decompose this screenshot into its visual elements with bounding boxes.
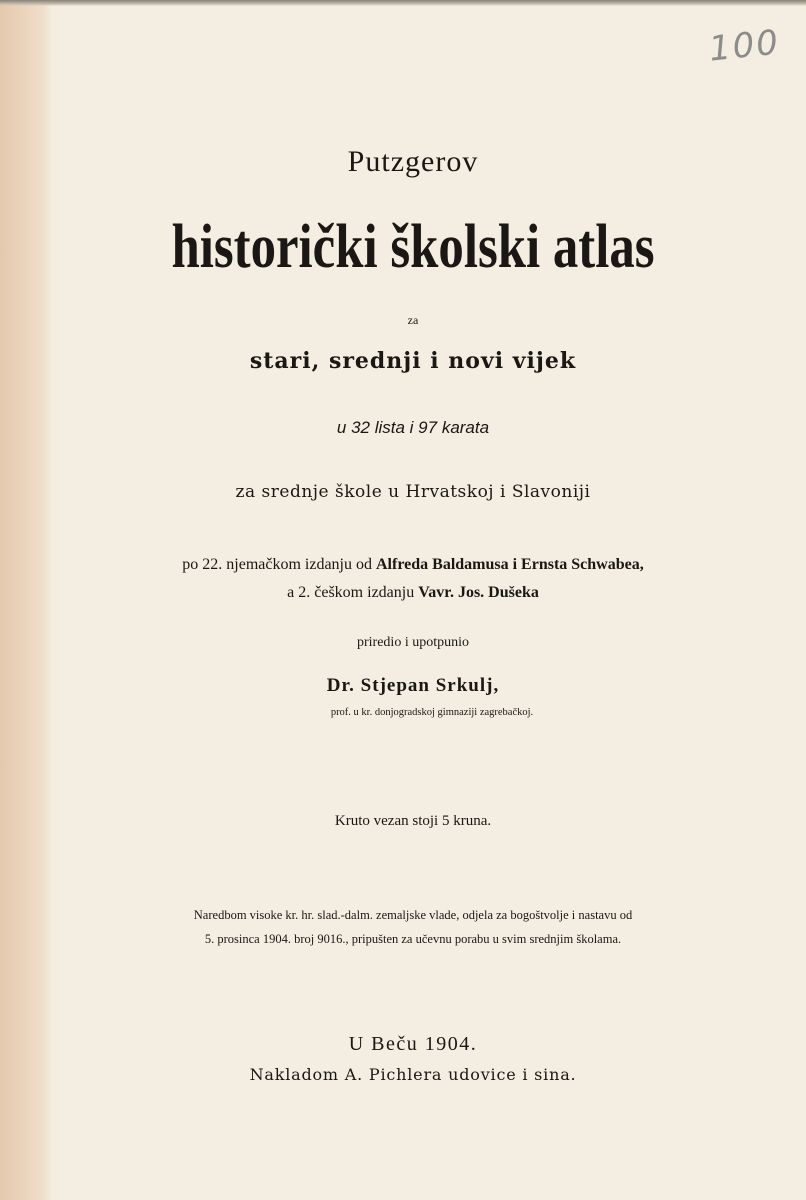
place-year: U Beču 1904. — [348, 1033, 478, 1055]
price: Kruto vezan stoji 5 kruna. — [334, 813, 492, 829]
decree-line-1: Naredbom visoke kr. hr. slad.-dalm. zemaljske vlade, odjela za bogoštvolje i nastavu od — [193, 908, 633, 922]
subtitle-ages: stari, srednji i novi vijek — [249, 348, 577, 374]
edition-authors: Alfreda Baldamusa i Ernsta Schwabea, — [376, 556, 644, 573]
edition-text-1: po 22. njemačkom izdanju od — [182, 556, 376, 573]
editor-name: Dr. Stjepan Srkulj, — [326, 675, 500, 696]
decree-line-2: 5. prosinca 1904. broj 9016., pripušten za učevnu porabu u svim srednjim školama. — [204, 932, 622, 946]
handwritten-note: 100 — [707, 22, 782, 70]
target-schools: za srednje škole u Hrvatskoj i Slavoniji — [235, 482, 591, 502]
title-connector: za — [407, 313, 419, 327]
edition-line-2 — [52, 584, 774, 602]
sheet-map-count: u 32 lista i 97 karata — [336, 418, 490, 437]
page-top-edge — [0, 0, 806, 6]
editor-role: prof. u kr. donjogradskoj gimnaziji zagrebačkoj. — [330, 707, 534, 718]
czech-editor: Vavr. Jos. Dušeka — [418, 584, 539, 601]
prepared-by: priredio i upotpunio — [357, 635, 469, 650]
edition-line-1 — [52, 556, 774, 574]
edition-text-2: a 2. češkom izdanju — [287, 584, 419, 601]
title-prefix: Putzgerov — [347, 145, 479, 178]
binding-edge — [0, 0, 52, 1200]
publisher: Nakladom A. Pichlera udovice i sina. — [249, 1065, 577, 1084]
main-title: historički školski atlas — [171, 213, 655, 281]
